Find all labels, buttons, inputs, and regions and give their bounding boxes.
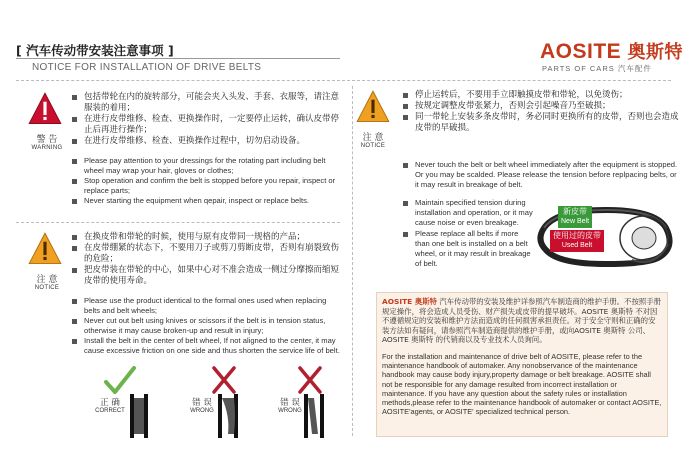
bracket-open: [ — [16, 43, 27, 58]
disclaimer-brand: AOSITE 奥斯特 — [382, 297, 437, 306]
warning-triangle-icon — [28, 92, 62, 126]
bracket-close: ] — [163, 43, 174, 58]
used-belt-cn: 使用过的皮带 — [553, 231, 601, 240]
notice-block — [348, 90, 398, 149]
alignment-label-cn: 错 误 — [192, 398, 212, 408]
warning-block — [22, 92, 72, 151]
list-item: 包括带轮在内的旋转部分，可能会夹入头发、手套、衣服等，请注意服装的着用； — [72, 92, 342, 114]
notice-text — [403, 90, 679, 134]
title-underline — [16, 58, 340, 59]
disclaimer-cn — [382, 297, 662, 345]
list-item: 同一带轮上安装多条皮带时，务必同时更换所有的皮带，否则也会造成皮带的早破损。 — [403, 112, 679, 134]
warning-text — [72, 92, 342, 206]
list-item: 按规定调整皮带张紧力，否则会引起噪音乃至破损； — [403, 101, 679, 112]
notice-label-en: NOTICE — [360, 143, 386, 149]
list-item: Never touch the belt or belt wheel immediately after the equipment is stopped. Or you may be scalded. Please release the tension before replpacing belts, or it may result in breakage of belt. — [403, 160, 679, 190]
section-divider-left — [16, 222, 340, 223]
new-belt-tag — [558, 206, 592, 228]
page-subtitle: NOTICE FOR INSTALLATION OF DRIVE BELTS — [32, 62, 262, 73]
warning-label-cn: 警 告 — [36, 135, 58, 145]
alignment-label-en: WRONG — [190, 408, 214, 414]
list-item: Never starting the equipment when qepair, inspect or replace belts. — [72, 196, 342, 206]
title-cn-text: 汽车传动带安装注意事项 — [26, 43, 164, 58]
logo-subtitle: PARTS OF CARS 汽车配件 — [542, 64, 652, 73]
alignment-diagram — [88, 362, 348, 462]
logo-brand-en: AOSITE — [540, 40, 622, 63]
alignment-label-en: WRONG — [278, 408, 302, 414]
list-item: 在皮带绷紧的状态下，不要用刀子或剪刀剪断皮带，否则有崩裂致伤的危险； — [72, 243, 344, 265]
used-belt-tag — [550, 230, 604, 252]
belt-comparison — [536, 198, 676, 278]
alignment-correct — [88, 362, 158, 414]
list-item: Please pay attention to your dressings for the rotating part including belt wheel may wrap your hair, gloves or clothes; — [72, 156, 342, 176]
notice-block — [22, 232, 72, 291]
list-item: Install the belt in the center of belt wheel, If not aligned to the center, it may cause excessive friction on one side and thus shorten the service life of belt. — [72, 336, 344, 356]
page-title — [16, 41, 174, 59]
notice-text-en — [403, 160, 679, 190]
alignment-wrong-1 — [176, 362, 246, 414]
list-item: 停止运转后，不要用手立即触摸皮带和带轮，以免烫伤； — [403, 90, 679, 101]
warning-label-en: WARNING — [31, 145, 63, 151]
brand-logo — [540, 38, 684, 74]
new-belt-cn: 新皮带 — [563, 207, 587, 216]
list-item: Never cut out belt using knives or scissors if the belt is in tension status, otherwise it may cause broken-up and result in injury; — [72, 316, 344, 336]
logo-brand-cn: 奥斯特 — [627, 42, 684, 63]
pulley-offset-icon — [208, 386, 268, 446]
list-item: 在进行皮带维修、检查、更换操作时，一定要停止运转，确认皮带停止后再进行操作； — [72, 114, 342, 136]
new-belt-en: New Belt — [561, 218, 590, 225]
notice-label-cn: 注 意 — [362, 133, 384, 143]
alignment-label-en: CORRECT — [95, 408, 125, 414]
disclaimer-en: For the installation and maintenance of drive belt of AOSITE, please refer to the maintenance handbook of automaker. Any nonobservance of the maintenance handbook may cause body injury,property damage or belt breakage. AOSITE shall not be responsible for any damage resulted from incorrect installation or maintenance. If you have any question about the safety rules or installation methods,please refer to the maintenance handbook of automaker or contact AOSITE, AOSITE'agents, or AOSITE' specialized technical person. — [382, 352, 662, 417]
list-item: 在换皮带和带轮的时候，使用与原有皮带同一规格的产品； — [72, 232, 344, 243]
list-item: 把皮带装在带轮的中心，如果中心对不准会造成一侧过分摩擦而缩短皮带的使用寿命。 — [72, 265, 344, 287]
caution-triangle-icon — [356, 90, 390, 124]
pulley-aligned-icon — [120, 386, 180, 446]
list-item: Please replace all belts if more than one belt is installed on a belt wheel, or it may result in breakage of belt. — [403, 229, 533, 269]
notice-label-cn: 注 意 — [36, 275, 58, 285]
list-item: Stop operation and confirm the belt is stopped before you repair, inspect or replace parts; — [72, 176, 342, 196]
logo-brand — [540, 38, 683, 64]
notice-text-en-2 — [403, 198, 533, 269]
disclaimer-cn-text: 汽车传动带的安装及维护详参照汽车制造商的维护手册。不按照手册规定操作，将会造成人员受伤、财产损失或皮带的提早破坏。AOSITE 奥斯特 不对因不遵循规定的安装和维护方法而造成的任何损害承担责任。对于安全守则和正确的安装方法如有疑问，请参照汽车制造商提供的维护手册，或向AOSITE 奥斯特 公司、AOSITE 奥斯特 的代销商以及专业技术人员询问。 — [382, 297, 662, 345]
pulley-misaligned-icon — [294, 386, 354, 446]
notice-text — [72, 232, 344, 356]
used-belt-en: Used Belt — [561, 242, 593, 249]
notice-label-en: NOTICE — [34, 285, 60, 291]
list-item: 在进行皮带维修、检查、更换操作过程中，切勿启动设备。 — [72, 136, 342, 147]
list-item: Maintain specified tension during installation and operation, or it may cause noise or even breakage. — [403, 198, 533, 228]
alignment-wrong-2 — [262, 362, 332, 414]
alignment-label-cn: 正 确 — [100, 398, 120, 408]
list-item: Please use the product identical to the formal ones used when replacing belts and belt wheels; — [72, 296, 344, 316]
caution-triangle-icon — [28, 232, 62, 266]
header-divider — [16, 80, 671, 81]
alignment-label-cn: 错 误 — [280, 398, 300, 408]
